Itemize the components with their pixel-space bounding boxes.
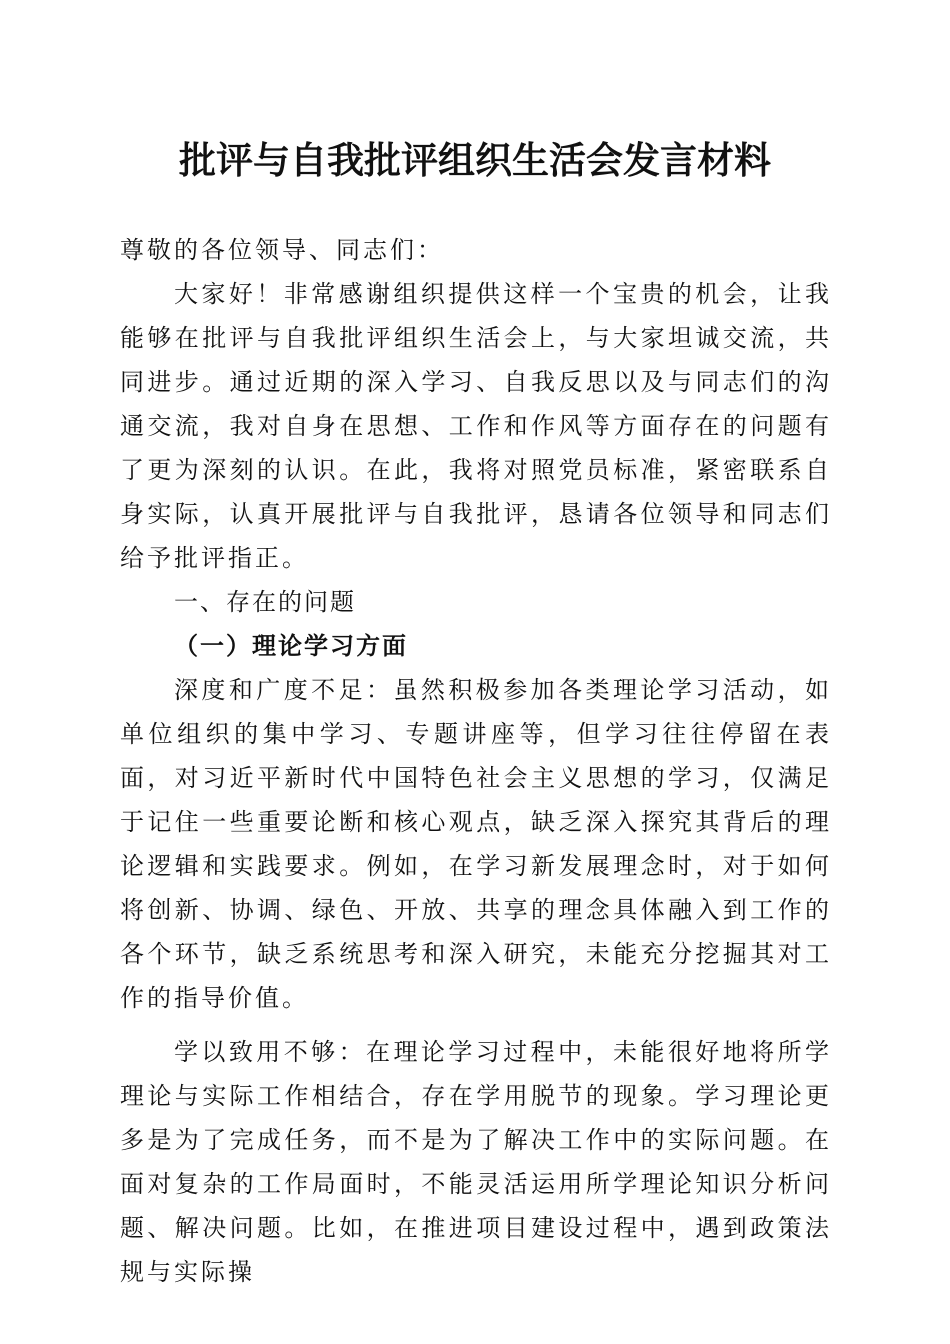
paragraph-application: 学以致用不够：在理论学习过程中，未能很好地将所学理论与实际工作相结合，存在学用脱节的现象。学习理论更多是为了完成任务，而不是为了解决工作中的实际问题。在面对复杂的工作局面时，不能灵活运用所学理论知识分析问题、解决问题。比如，在推进项目建设过程中，遇到政策法规与实际操 — [120, 1038, 832, 1286]
section-heading-problems: 一、存在的问题 — [174, 588, 356, 616]
salutation: 尊敬的各位领导、同志们： — [120, 236, 444, 264]
paragraph-depth-breadth: 深度和广度不足：虽然积极参加各类理论学习活动，如单位组织的集中学习、专题讲座等，但学习往往停留在表面，对习近平新时代中国特色社会主义思想的学习，仅满足于记住一些重要论断和核心观点，缺乏深入探究其背后的理论逻辑和实践要求。例如，在学习新发展理念时，对于如何将创新、协调、绿色、开放、共享的理念具体融入到工作的各个环节，缺乏系统思考和深入研究，未能充分挖掘其对工作的指导价值。 — [120, 676, 832, 1012]
document-body — [120, 228, 832, 1294]
subsection-heading-theory-study: （一）理论学习方面 — [174, 631, 408, 660]
document-title: 批评与自我批评组织生活会发言材料 — [179, 138, 771, 182]
intro-paragraph: 大家好！非常感谢组织提供这样一个宝贵的机会，让我能够在批评与自我批评组织生活会上，与大家坦诚交流，共同进步。通过近期的深入学习、自我反思以及与同志们的沟通交流，我对自身在思想、工作和作风等方面存在的问题有了更为深刻的认识。在此，我将对照党员标准，紧密联系自身实际，认真开展批评与自我批评，恳请各位领导和同志们给予批评指正。 — [120, 280, 832, 572]
